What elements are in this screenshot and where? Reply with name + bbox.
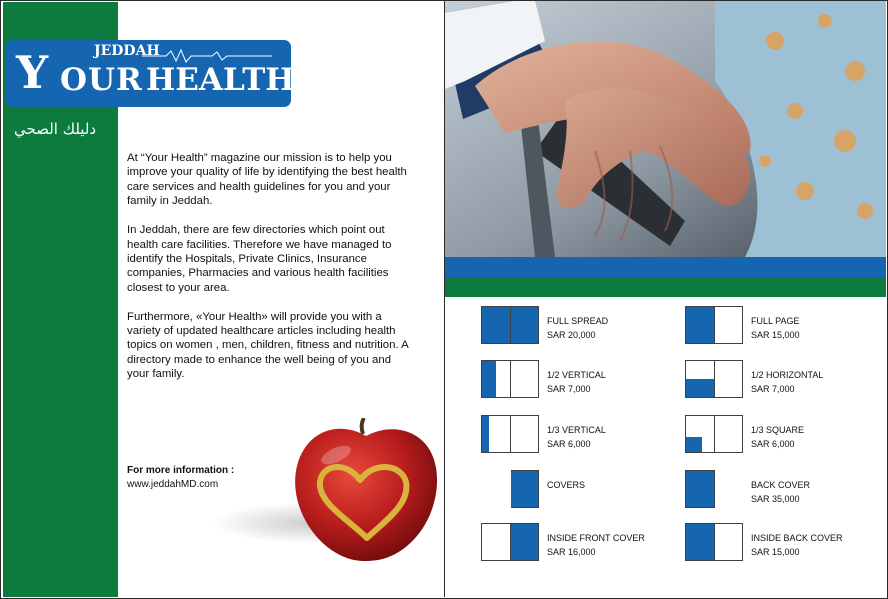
green-band bbox=[445, 277, 886, 297]
ad-price: SAR 7,000 bbox=[751, 384, 795, 394]
ad-price: SAR 6,000 bbox=[547, 439, 591, 449]
mission-paragraph-1: At “Your Health” magazine our mission is to help you improve your quality of life by identifying the best health care services and health guidelines for you and your family in Jeddah. bbox=[127, 152, 407, 208]
logo-our: OUR bbox=[60, 62, 143, 98]
ad-full-spread bbox=[481, 306, 681, 348]
ad-name: INSIDE FRONT COVER bbox=[547, 533, 645, 543]
ad-name: 1/2 HORIZONTAL bbox=[751, 370, 824, 380]
ad-third-vertical bbox=[481, 415, 681, 457]
contact-title: For more information : bbox=[127, 465, 235, 476]
mission-paragraph-2: In Jeddah, there are few directories which point out health care facilities. Therefore we have managed to identify the Hospitals, Private Clinics, Insurance companies, Pharmacies and various health facilities closest to your area. bbox=[127, 224, 392, 294]
caring-hands-photo bbox=[445, 1, 886, 257]
ad-name: FULL PAGE bbox=[751, 316, 800, 326]
ad-half-vertical bbox=[481, 360, 681, 402]
ad-price: SAR 20,000 bbox=[547, 330, 596, 340]
ad-price: SAR 7,000 bbox=[547, 384, 591, 394]
third-vertical-diagram bbox=[481, 415, 539, 453]
blue-band bbox=[445, 257, 886, 277]
ad-name: 1/3 SQUARE bbox=[751, 425, 805, 435]
full-page-diagram bbox=[685, 306, 743, 344]
your-health-logo bbox=[6, 40, 295, 107]
ad-full-page bbox=[685, 306, 885, 348]
ad-half-horizontal bbox=[685, 360, 885, 402]
ad-name: BACK COVER bbox=[751, 480, 811, 490]
ad-inside-front-cover bbox=[481, 523, 681, 565]
half-horizontal-diagram bbox=[685, 360, 743, 398]
ad-name: 1/3 VERTICAL bbox=[547, 425, 606, 435]
ad-name: COVERS bbox=[547, 480, 586, 490]
half-vertical-diagram bbox=[481, 360, 539, 398]
ad-price: SAR 16,000 bbox=[547, 547, 596, 557]
ad-name: FULL SPREAD bbox=[547, 316, 609, 326]
contact-block bbox=[127, 464, 282, 492]
ad-back-cover bbox=[685, 470, 885, 512]
logo-big-letter: Y bbox=[16, 46, 49, 99]
back-cover-diagram bbox=[685, 470, 743, 508]
ad-name: INSIDE BACK COVER bbox=[751, 533, 843, 543]
logo-health: HEALTH bbox=[146, 62, 295, 98]
ad-price: SAR 35,000 bbox=[751, 494, 800, 504]
apple-heart-illustration bbox=[291, 418, 442, 561]
inside-back-cover-diagram bbox=[685, 523, 743, 561]
full-spread-diagram bbox=[481, 306, 539, 344]
covers-diagram bbox=[481, 470, 539, 508]
ad-inside-back-cover bbox=[685, 523, 885, 565]
ad-price: SAR 6,000 bbox=[751, 439, 795, 449]
ad-price: SAR 15,000 bbox=[751, 547, 800, 557]
ad-price: SAR 15,000 bbox=[751, 330, 800, 340]
logo-city: JEDDAH bbox=[94, 43, 160, 59]
inside-front-cover-diagram bbox=[481, 523, 539, 561]
website-link[interactable]: www.jeddahMD.com bbox=[127, 479, 219, 490]
third-square-diagram bbox=[685, 415, 743, 453]
mission-text bbox=[127, 151, 412, 396]
arabic-tagline: دليلك الصحي bbox=[14, 120, 97, 138]
ad-covers bbox=[481, 470, 681, 512]
mission-paragraph-3: Furthermore, «Your Health» will provide you with a variety of updated healthcare articles including health topics on women , men, children, fitness and nutrition. A directory made to enhance the well being of you and your family. bbox=[127, 310, 409, 381]
ad-name: 1/2 VERTICAL bbox=[547, 370, 606, 380]
ad-third-square bbox=[685, 415, 885, 457]
